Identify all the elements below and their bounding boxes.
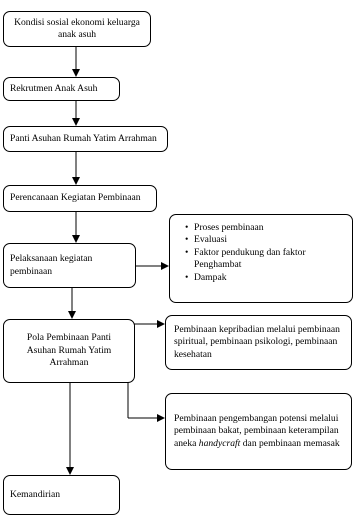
box-pelaksanaan — [3, 243, 136, 288]
box-rekrutmen-label: Rekrutmen Anak Asuh — [10, 82, 98, 94]
box-panti-asuhan — [3, 126, 168, 152]
list-item: • Proses pembinaan — [194, 222, 344, 234]
box-rekrutmen — [3, 77, 120, 101]
box-pengembangan-text — [174, 413, 343, 450]
box-kondisi-sosial-ekonomi — [3, 11, 151, 47]
box-pelaksanaan-details — [169, 214, 353, 303]
box-panti-label: Panti Asuhan Rumah Yatim Arrahman — [10, 132, 157, 144]
list-item: • Dampak — [194, 272, 344, 284]
box-kepribadian-label: Pembinaan kepribadian melalui pembinaan spiritual, pembinaan psikologi, pembinaan kesehatan — [174, 323, 340, 360]
list-item: • Evaluasi — [194, 234, 344, 246]
box-pembinaan-kepribadian — [165, 315, 352, 370]
box-pola-label: Pola Pembinaan Panti Asuhan Rumah Yatim Arrahman — [26, 332, 112, 369]
handycraft-italic: handycraft — [198, 437, 241, 449]
box-pembinaan-pengembangan — [165, 393, 352, 470]
box-kemandirian-label: Kemandirian — [10, 488, 61, 500]
list-item: • Faktor pendukung dan faktor Penghambat — [194, 247, 344, 272]
box-perencanaan — [3, 185, 157, 212]
box-pelaksanaan-label: Pelaksanaan kegiatan pembinaan — [10, 253, 93, 277]
box-pola-pembinaan — [3, 319, 135, 383]
box-pengembangan-label-end: dan pembinaan memasak — [240, 437, 340, 449]
details-list — [180, 222, 344, 284]
box-kemandirian — [3, 475, 120, 515]
box-perencanaan-label: Perencanaan Kegiatan Pembinaan — [10, 192, 141, 204]
box-kondisi-label: Kondisi sosial ekonomi keluarga anak asuh — [14, 16, 140, 40]
box-pengembangan-label: Pembinaan pengembangan potensi melalui pembinaan bakat, pembinaan keterampilan aneka — [174, 412, 339, 449]
